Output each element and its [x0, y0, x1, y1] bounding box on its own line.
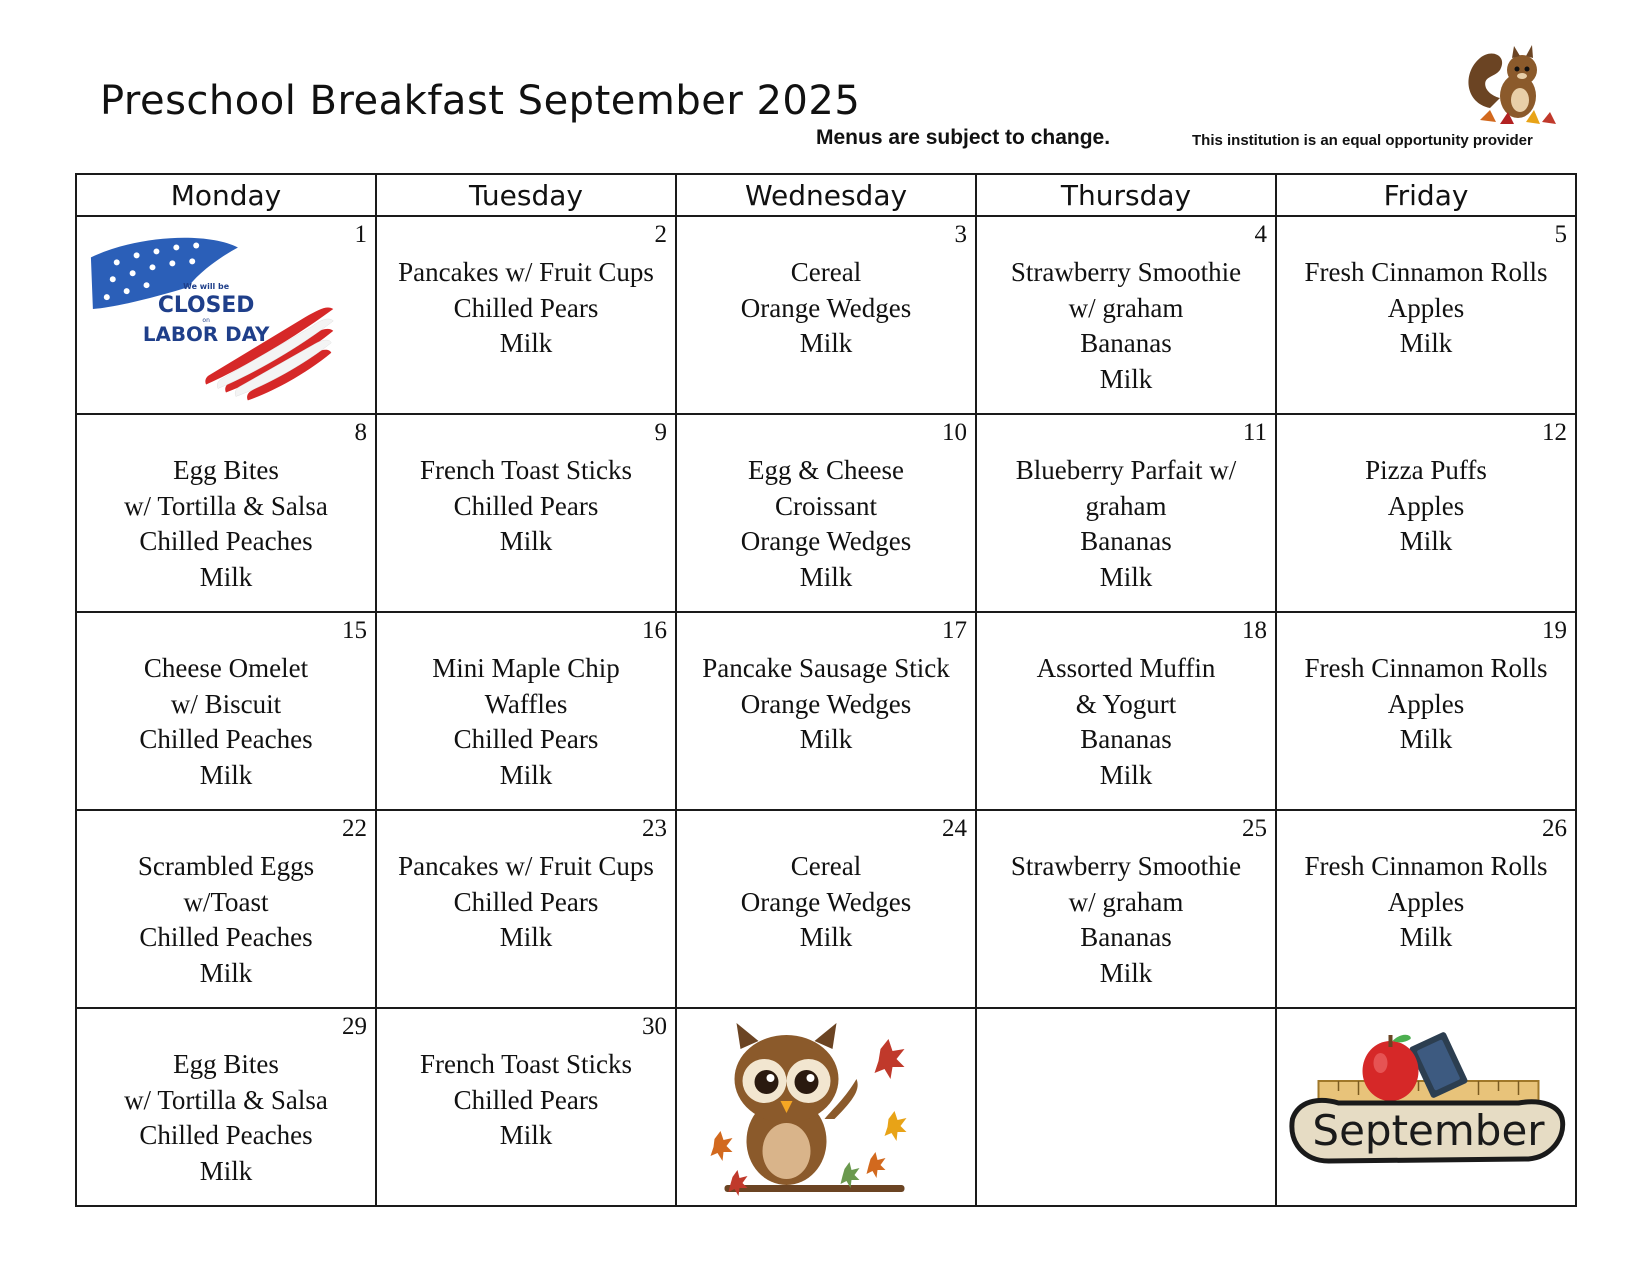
day-cell — [376, 1008, 676, 1206]
day-cell — [376, 612, 676, 810]
menu-list — [677, 415, 975, 595]
menu-item: Mini Maple Chip — [432, 653, 620, 683]
day-cell — [676, 216, 976, 414]
weekday-header: Wednesday — [676, 174, 976, 216]
day-cell — [76, 1008, 376, 1206]
menu-item: Chilled Pears — [453, 724, 599, 754]
menu-item: Bananas — [1080, 328, 1172, 358]
menu-item: Milk — [799, 561, 853, 592]
menu-item: Bananas — [1080, 526, 1172, 556]
weekday-header: Thursday — [976, 174, 1276, 216]
september-sign-text: September — [1312, 1106, 1545, 1155]
menu-list — [977, 811, 1275, 991]
menu-list — [377, 811, 675, 956]
day-cell — [76, 612, 376, 810]
menu-item: Pancake Sausage Stick — [702, 653, 950, 683]
squirrel-icon — [1460, 38, 1560, 130]
owl-icon — [677, 1009, 975, 1205]
menu-change-note: Menus are subject to change. — [816, 126, 1111, 149]
menu-item: Chilled Pears — [453, 886, 599, 917]
day-cell — [1276, 1008, 1576, 1206]
menu-item: Pancakes w/ Fruit Cups — [398, 257, 654, 287]
menu-item: Strawberry Smoothie — [1010, 257, 1242, 287]
menu-list — [77, 415, 375, 595]
day-number: 17 — [942, 617, 967, 644]
breakfast-calendar — [75, 173, 1577, 1207]
menu-item: Chilled Peaches — [139, 724, 313, 754]
weekday-header-row — [76, 174, 1576, 216]
menu-item: Milk — [1099, 561, 1153, 592]
menu-item: Fresh Cinnamon Rolls — [1304, 257, 1548, 287]
menu-item: Blueberry Parfait w/ — [1015, 455, 1237, 485]
menu-list — [677, 613, 975, 758]
menu-item: Milk — [799, 922, 853, 952]
menu-list — [1277, 811, 1575, 956]
september-sign — [1277, 1009, 1575, 1205]
equal-opportunity-note: This institution is an equal opportunity provider — [1192, 132, 1533, 149]
menu-item: Milk — [1399, 922, 1453, 952]
day-cell — [76, 414, 376, 612]
menu-item: Milk — [199, 759, 253, 790]
day-cell — [676, 612, 976, 810]
menu-list — [977, 217, 1275, 397]
menu-list — [377, 217, 675, 362]
menu-item: Milk — [199, 1155, 253, 1186]
menu-item: Chilled Peaches — [139, 526, 313, 556]
menu-item: Milk — [499, 526, 553, 556]
day-cell — [1276, 810, 1576, 1008]
menu-item: French Toast Sticks — [419, 455, 633, 485]
menu-item: Chilled Pears — [453, 1084, 599, 1115]
menu-item: Milk — [1099, 957, 1153, 988]
menu-list — [377, 415, 675, 560]
day-cell — [676, 414, 976, 612]
menu-item: Milk — [799, 328, 853, 358]
menu-item: Fresh Cinnamon Rolls — [1304, 653, 1548, 683]
day-number: 23 — [642, 815, 667, 842]
menu-item: w/ Biscuit — [170, 688, 282, 719]
day-cell — [1276, 414, 1576, 612]
menu-item: Apples — [1387, 886, 1465, 917]
menu-item: Waffles — [484, 688, 568, 719]
labor-day-line4: LABOR DAY — [142, 322, 270, 346]
menu-item: Chilled Peaches — [139, 922, 313, 952]
page-title: Preschool Breakfast September 2025 — [100, 78, 861, 124]
menu-list — [1277, 217, 1575, 362]
menu-item: w/ graham — [1068, 292, 1184, 323]
day-cell — [1276, 216, 1576, 414]
week-row — [76, 1008, 1576, 1206]
menu-item: Milk — [499, 922, 553, 952]
day-cell — [76, 810, 376, 1008]
day-number: 22 — [342, 815, 367, 842]
menu-item: Orange Wedges — [740, 688, 912, 719]
menu-list — [377, 613, 675, 793]
day-cell — [376, 810, 676, 1008]
menu-list — [1277, 415, 1575, 560]
american-flag-icon — [77, 217, 375, 413]
labor-day-line2: CLOSED — [157, 293, 255, 319]
menu-item: Milk — [199, 957, 253, 988]
menu-list — [1277, 613, 1575, 758]
menu-item: Milk — [1399, 526, 1453, 556]
day-number: 29 — [342, 1013, 367, 1040]
labor-day-line3: on — [202, 316, 210, 324]
day-number: 24 — [942, 815, 967, 842]
menu-item: Apples — [1387, 292, 1465, 323]
labor-day-line1: We will be — [183, 282, 230, 292]
menu-item: Milk — [199, 561, 253, 592]
menu-list — [77, 1009, 375, 1189]
menu-item: Apples — [1387, 490, 1465, 521]
menu-item: Cereal — [790, 851, 862, 881]
menu-item: Pancakes w/ Fruit Cups — [398, 851, 654, 881]
menu-item: Milk — [1399, 724, 1453, 754]
menu-item: Scrambled Eggs — [137, 851, 315, 881]
menu-item: Chilled Peaches — [139, 1120, 313, 1150]
day-number: 5 — [1554, 221, 1567, 248]
menu-item: Milk — [1099, 759, 1153, 790]
menu-item: graham — [1085, 490, 1167, 521]
day-cell — [676, 1008, 976, 1206]
menu-item: Egg Bites — [173, 455, 279, 485]
menu-item: Milk — [1099, 363, 1153, 394]
menu-item: Milk — [499, 328, 553, 358]
menu-item: w/ Tortilla & Salsa — [124, 1084, 328, 1115]
menu-item: Milk — [1399, 328, 1453, 358]
menu-item: w/ graham — [1068, 886, 1184, 917]
menu-list — [377, 1009, 675, 1154]
day-cell — [376, 216, 676, 414]
day-cell — [676, 810, 976, 1008]
day-number: 12 — [1542, 419, 1567, 446]
menu-list — [977, 613, 1275, 793]
menu-item: Milk — [499, 1120, 553, 1150]
day-number: 2 — [654, 221, 667, 248]
day-number: 8 — [354, 419, 367, 446]
menu-item: Bananas — [1080, 724, 1172, 754]
day-number: 15 — [342, 617, 367, 644]
day-cell — [976, 612, 1276, 810]
weekday-header: Tuesday — [376, 174, 676, 216]
menu-list — [77, 613, 375, 793]
menu-item: w/Toast — [183, 886, 269, 917]
menu-item: French Toast Sticks — [419, 1049, 633, 1079]
menu-list — [677, 811, 975, 956]
menu-item: Milk — [799, 724, 853, 754]
day-number: 30 — [642, 1013, 667, 1040]
menu-item: Chilled Pears — [453, 490, 599, 521]
day-cell — [976, 810, 1276, 1008]
menu-item: Apples — [1387, 688, 1465, 719]
day-number: 10 — [942, 419, 967, 446]
menu-item: Cereal — [790, 257, 862, 287]
menu-item: Milk — [499, 759, 553, 790]
menu-item: Chilled Pears — [453, 292, 599, 323]
day-cell — [976, 216, 1276, 414]
menu-item: Bananas — [1080, 922, 1172, 952]
menu-item: w/ Tortilla & Salsa — [124, 490, 328, 521]
day-cell — [976, 1008, 1276, 1206]
weekday-header: Monday — [76, 174, 376, 216]
week-row — [76, 414, 1576, 612]
menu-item: Orange Wedges — [740, 526, 912, 556]
apple-icon — [1363, 1035, 1419, 1101]
day-number: 18 — [1242, 617, 1267, 644]
day-number: 1 — [354, 221, 367, 248]
week-row — [76, 810, 1576, 1008]
day-number: 25 — [1242, 815, 1267, 842]
menu-item: & Yogurt — [1075, 688, 1177, 719]
menu-item: Assorted Muffin — [1036, 653, 1216, 683]
day-cell — [376, 414, 676, 612]
menu-item: Fresh Cinnamon Rolls — [1304, 851, 1548, 881]
day-number: 11 — [1242, 419, 1267, 446]
day-cell — [976, 414, 1276, 612]
weekday-header: Friday — [1276, 174, 1576, 216]
day-number: 16 — [642, 617, 667, 644]
day-number: 3 — [954, 221, 967, 248]
menu-item: Croissant — [774, 490, 877, 521]
menu-list — [977, 1009, 1275, 1047]
day-number: 26 — [1542, 815, 1567, 842]
day-number: 19 — [1542, 617, 1567, 644]
menu-item: Egg Bites — [173, 1049, 279, 1079]
menu-list — [677, 217, 975, 362]
menu-item: Orange Wedges — [740, 886, 912, 917]
menu-item: Cheese Omelet — [143, 653, 309, 683]
menu-list — [77, 811, 375, 991]
day-cell — [1276, 612, 1576, 810]
day-number: 4 — [1254, 221, 1267, 248]
menu-item: Strawberry Smoothie — [1010, 851, 1242, 881]
week-row — [76, 216, 1576, 414]
menu-item: Pizza Puffs — [1365, 455, 1487, 485]
menu-item: Orange Wedges — [740, 292, 912, 323]
day-cell — [76, 216, 376, 414]
day-number: 9 — [654, 419, 667, 446]
week-row — [76, 612, 1576, 810]
menu-item: Egg & Cheese — [748, 455, 904, 485]
menu-list — [977, 415, 1275, 595]
